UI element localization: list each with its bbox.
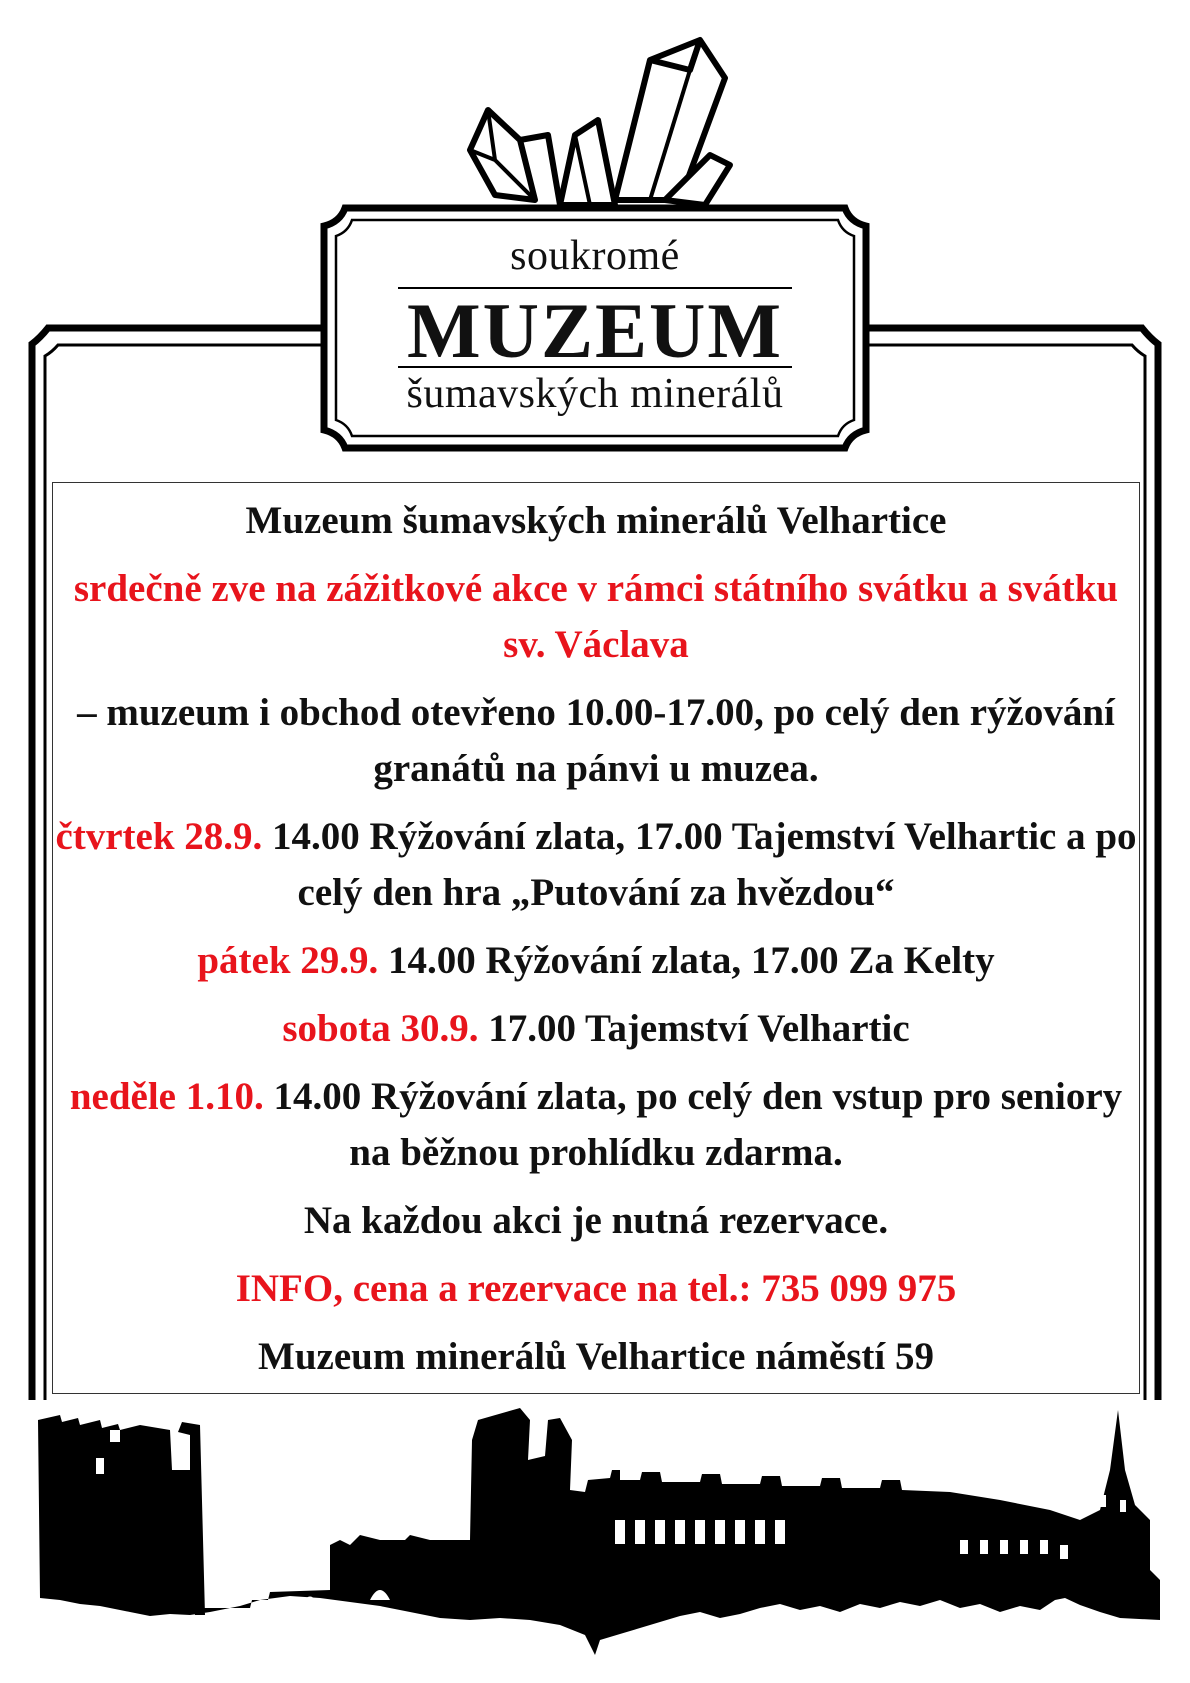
event-item (53, 1001, 1139, 1057)
reservation-note: Na každou akci je nutná rezervace. (303, 1199, 889, 1242)
event-text: 17.00 Tajemství Velhartic (488, 1007, 910, 1050)
event-day: neděle 1.10. (69, 1075, 264, 1118)
crystals-icon (470, 40, 730, 205)
info-phone: INFO, cena a rezervace na tel.: 735 099 975 (235, 1267, 957, 1310)
event-text: 14.00 Rýžování zlata, 17.00 Za Kelty (388, 939, 995, 982)
castle-silhouette (38, 1408, 1160, 1655)
poster-heading: Muzeum šumavských minerálů Velhartice (245, 499, 947, 542)
logo-subtitle-bottom: šumavských minerálů (406, 371, 784, 417)
event-text: 14.00 Rýžování zlata, 17.00 Tajemství Velhartic a po celý den hra „Putování za hvězdou“ (272, 815, 1137, 914)
address: Muzeum minerálů Velhartice náměstí 59 (258, 1335, 934, 1378)
invitation-text: srdečně zve na zážitkové akce v rámci státního svátku a svátku sv. Václava (73, 567, 1119, 666)
event-text: 14.00 Rýžování zlata, po celý den vstup pro seniory na běžnou prohlídku zdarma. (273, 1075, 1123, 1174)
event-item (53, 1069, 1139, 1181)
event-day: čtvrtek 28.9. (55, 815, 263, 858)
event-item (53, 933, 1139, 989)
event-day: sobota 30.9. (282, 1007, 479, 1050)
logo-title: MUZEUM (407, 287, 783, 374)
event-item (53, 809, 1139, 921)
logo-subtitle-top: soukromé (510, 233, 680, 279)
event-day: pátek 29.9. (197, 939, 379, 982)
content-box (52, 482, 1140, 1394)
opening-hours-text: – muzeum i obchod otevřeno 10.00-17.00, po celý den rýžování granátů na pánvi u muzea. (77, 691, 1115, 790)
